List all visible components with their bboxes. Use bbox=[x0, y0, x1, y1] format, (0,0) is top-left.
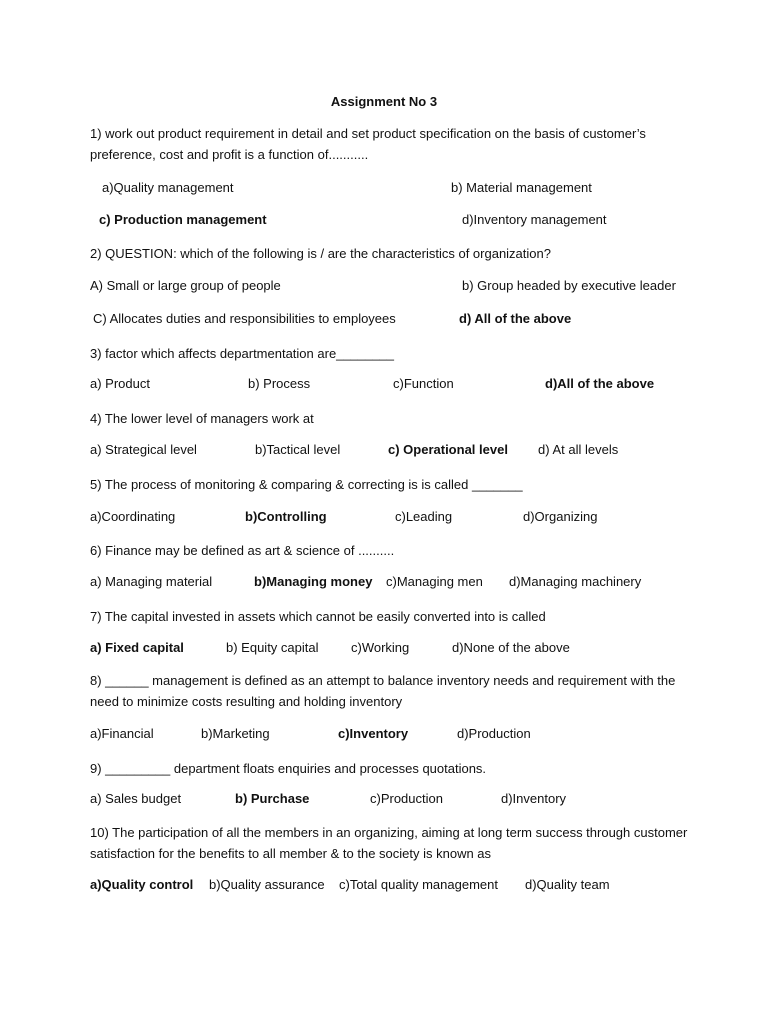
question-9-option-c: c)Production bbox=[370, 791, 443, 806]
question-8-option-d: d)Production bbox=[457, 726, 531, 741]
question-3-text: 3) factor which affects departmentation are________ bbox=[90, 346, 395, 361]
question-4-option-b: b)Tactical level bbox=[255, 442, 341, 457]
question-1-option-b: b) Material management bbox=[451, 180, 592, 195]
question-10-option-a: a)Quality control bbox=[90, 877, 194, 892]
question-3-option-a: a) Product bbox=[90, 376, 150, 391]
question-9-option-d: d)Inventory bbox=[501, 791, 567, 806]
question-8-option-a: a)Financial bbox=[90, 726, 154, 741]
question-2-text: 2) QUESTION: which of the following is / are the characteristics of organization? bbox=[90, 246, 551, 261]
question-7-text: 7) The capital invested in assets which cannot be easily converted into is called bbox=[90, 609, 546, 624]
question-5-option-d: d)Organizing bbox=[523, 509, 598, 524]
question-4-text: 4) The lower level of managers work at bbox=[90, 411, 314, 426]
question-4-option-d: d) At all levels bbox=[538, 442, 619, 457]
question-5-option-c: c)Leading bbox=[395, 509, 453, 524]
question-10-text: 10) The participation of all the members in an organizing, aiming at long term success through customer satisfaction for the benefits to all member & to the society is known as bbox=[90, 825, 688, 861]
question-7-option-b: b) Equity capital bbox=[226, 640, 319, 655]
question-1-option-d: d)Inventory management bbox=[462, 212, 607, 227]
assignment-title: Assignment No 3 bbox=[330, 94, 438, 109]
question-6-option-b: b)Managing money bbox=[254, 574, 373, 589]
question-8-option-c: c)Inventory bbox=[338, 726, 409, 741]
question-10-option-d: d)Quality team bbox=[525, 877, 610, 892]
question-4-option-a: a) Strategical level bbox=[90, 442, 197, 457]
question-4-option-c: c) Operational level bbox=[388, 442, 508, 457]
question-7-option-d: d)None of the above bbox=[452, 640, 570, 655]
question-2-option-c: C) Allocates duties and responsibilities to employees bbox=[93, 311, 396, 326]
question-10-option-b: b)Quality assurance bbox=[209, 877, 325, 892]
question-6-option-d: d)Managing machinery bbox=[509, 574, 642, 589]
question-7-option-a: a) Fixed capital bbox=[90, 640, 184, 655]
question-1-text: 1) work out product requirement in detail and set product specification on the basis of customer’s preference, cost and profit is a function of........... bbox=[90, 126, 646, 162]
question-1-option-c: c) Production management bbox=[99, 212, 267, 227]
question-2-option-d: d) All of the above bbox=[459, 311, 572, 326]
question-3-option-d: d)All of the above bbox=[545, 376, 655, 391]
question-10-option-c: c)Total quality management bbox=[339, 877, 498, 892]
question-7-option-c: c)Working bbox=[351, 640, 410, 655]
question-6-text: 6) Finance may be defined as art & science of .......... bbox=[90, 543, 395, 558]
question-9-option-a: a) Sales budget bbox=[90, 791, 182, 806]
question-3-option-c: c)Function bbox=[393, 376, 454, 391]
question-8-text: 8) ______ management is defined as an attempt to balance inventory needs and requirement with the need to minimize costs resulting and holding inventory bbox=[90, 673, 676, 709]
question-2-option-a: A) Small or large group of people bbox=[90, 278, 281, 293]
question-1-option-a: a)Quality management bbox=[102, 180, 234, 195]
question-3-option-b: b) Process bbox=[248, 376, 311, 391]
question-5-option-a: a)Coordinating bbox=[90, 509, 176, 524]
question-9-text: 9) _________ department floats enquiries and processes quotations. bbox=[90, 761, 487, 776]
question-8-option-b: b)Marketing bbox=[201, 726, 270, 741]
question-6-option-a: a) Managing material bbox=[90, 574, 213, 589]
question-9-option-b: b) Purchase bbox=[235, 791, 310, 806]
question-5-text: 5) The process of monitoring & comparing & correcting is is called _______ bbox=[90, 477, 523, 492]
question-5-option-b: b)Controlling bbox=[245, 509, 327, 524]
question-2-option-b: b) Group headed by executive leader bbox=[462, 278, 676, 293]
question-6-option-c: c)Managing men bbox=[386, 574, 483, 589]
